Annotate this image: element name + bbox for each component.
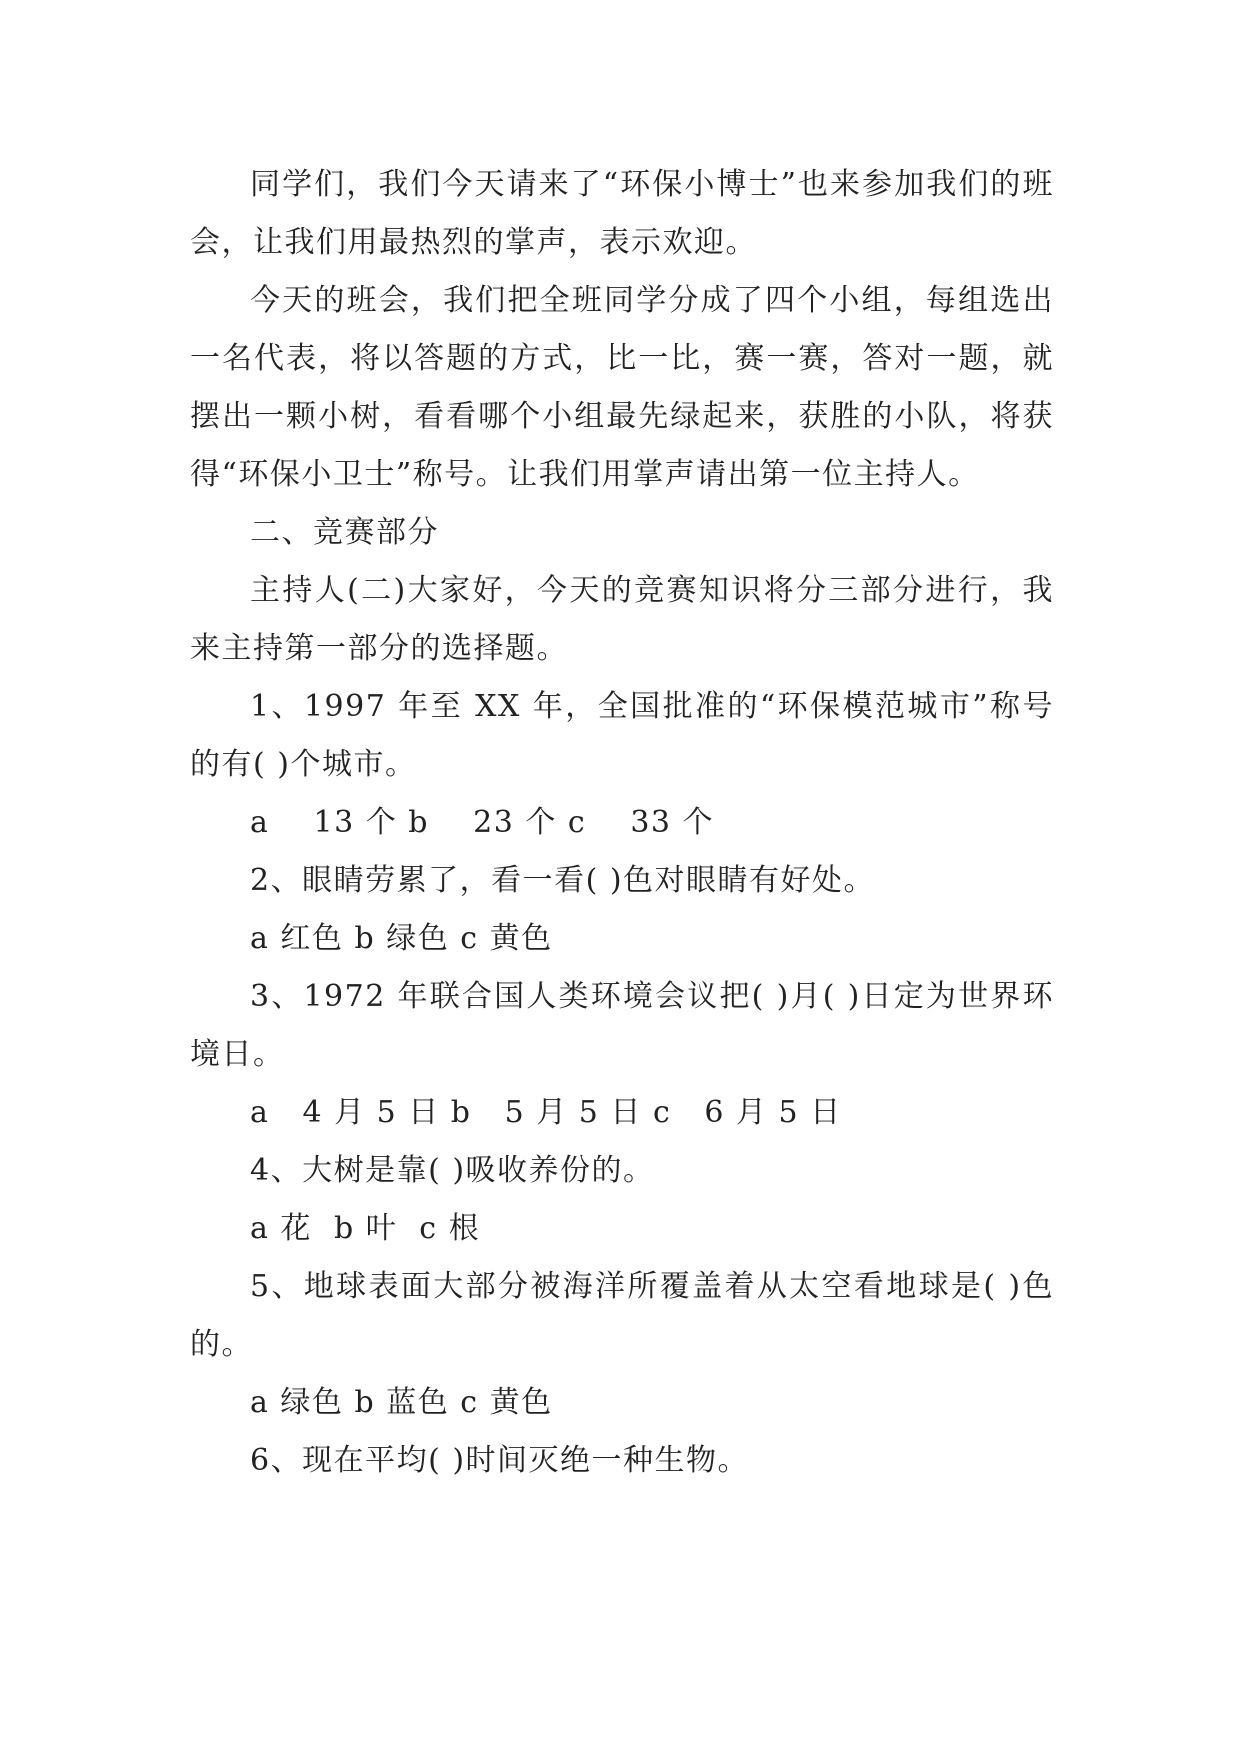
- question-4: 4、大树是靠( )吸收养份的。: [250, 1153, 655, 1188]
- question-1: 1、1997 年至 XX 年，全国批准的“环保模范城市”称号的有( )个城市。: [190, 689, 1054, 782]
- question-5-options: a 绿色 b 蓝色 c 黄色: [250, 1385, 553, 1420]
- paragraph-class-meeting-rules: 今天的班会，我们把全班同学分成了四个小组，每组选出一名代表，将以答题的方式，比一比，赛一赛，答对一题，就摆出一颗小树，看看哪个小组最先绿起来，获胜的小队，将获得“环保小卫士”称号。让我们用掌声请出第一位主持人。: [190, 283, 1054, 492]
- question-3-options: a 4 月 5 日 b 5 月 5 日 c 6 月 5 日: [250, 1095, 842, 1130]
- document-body: [190, 156, 1054, 1490]
- question-4-options: a 花 b 叶 c 根: [250, 1211, 481, 1246]
- question-3: 3、1972 年联合国人类环境会议把( )月( )日定为世界环境日。: [190, 979, 1054, 1072]
- paragraph-welcome: 同学们，我们今天请来了“环保小博士”也来参加我们的班会，让我们用最热烈的掌声，表示欢迎。: [190, 167, 1054, 260]
- paragraph-host-two-intro: 主持人(二)大家好，今天的竞赛知识将分三部分进行，我来主持第一部分的选择题。: [190, 573, 1054, 666]
- question-6: 6、现在平均( )时间灭绝一种生物。: [250, 1443, 750, 1478]
- question-2-options: a 红色 b 绿色 c 黄色: [250, 921, 553, 956]
- question-1-options: a 13 个 b 23 个 c 33 个: [250, 805, 715, 840]
- question-2: 2、眼睛劳累了，看一看( )色对眼睛有好处。: [250, 863, 876, 898]
- section-heading-competition: 二、竞赛部分: [250, 515, 439, 550]
- question-5: 5、地球表面大部分被海洋所覆盖着从太空看地球是( )色的。: [190, 1269, 1054, 1362]
